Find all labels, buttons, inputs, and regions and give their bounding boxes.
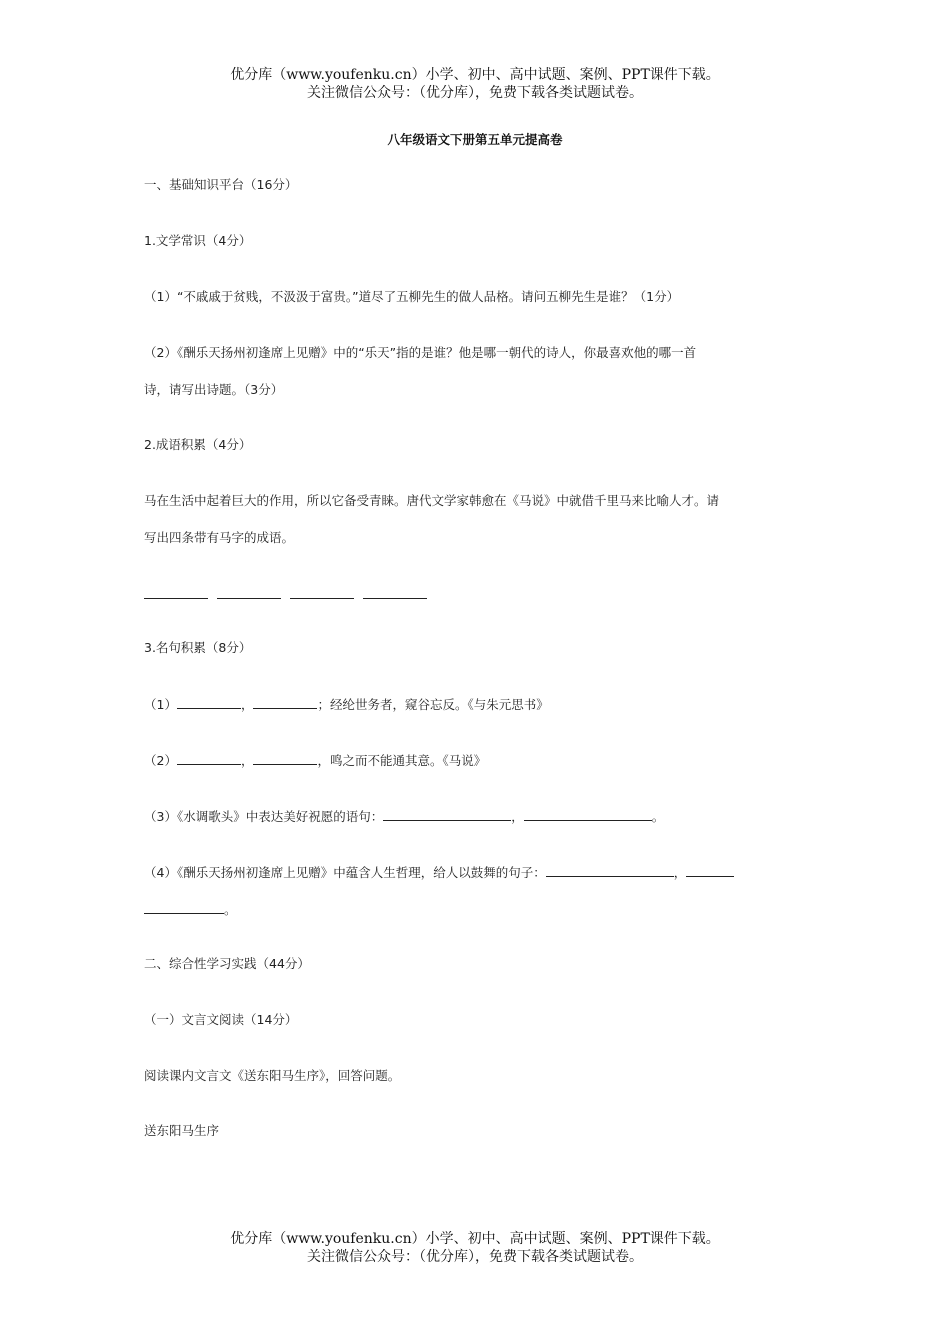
q3-1-separator: ， <box>240 697 254 712</box>
section-2-part-1-heading: （一）文言文阅读（14分） <box>144 1012 298 1027</box>
question-3-2 <box>144 750 486 769</box>
answer-blank[interactable] <box>217 584 281 599</box>
question-1-2-line-2: 诗，请写出诗题。（3分） <box>144 382 284 397</box>
section-2-heading: 二、综合性学习实践（44分） <box>144 956 310 971</box>
reading-instruction: 阅读课内文言文《送东阳马生序》，回答问题。 <box>144 1068 401 1083</box>
idiom-answer-blanks <box>144 584 436 602</box>
q3-2-suffix: ，鸣之而不能通其意。《马说》 <box>317 753 487 768</box>
footer-line-1: 优分库（www.youfenku.cn）小学、初中、高中试题、案例、PPT课件下载。 <box>230 1231 720 1247</box>
answer-blank[interactable] <box>290 584 354 599</box>
answer-blank[interactable] <box>144 899 224 914</box>
q3-4-prefix: （4）《酬乐天扬州初逢席上见赠》中蕴含人生哲理，给人以鼓舞的句子： <box>144 865 546 880</box>
q3-3-suffix: 。 <box>651 809 665 824</box>
q3-4-suffix: 。 <box>224 902 237 917</box>
question-2-text-line-1: 马在生活中起着巨大的作用，所以它备受青睐。唐代文学家韩愈在《马说》中就借千里马来比喻人才。请 <box>144 493 720 508</box>
q3-4-separator: ， <box>673 865 687 880</box>
page-footer <box>0 1230 950 1266</box>
question-3-4-continued <box>144 899 237 918</box>
q3-2-separator: ， <box>240 753 254 768</box>
q3-2-prefix: （2） <box>144 753 177 768</box>
passage-title: 送东阳马生序 <box>144 1123 220 1138</box>
q3-1-suffix: ；经纶世务者，窥谷忘反。《与朱元思书》 <box>317 697 549 712</box>
answer-blank[interactable] <box>546 862 674 877</box>
header-line-2: 关注微信公众号：（优分库），免费下载各类试题试卷。 <box>307 85 643 101</box>
question-1-1: （1）“不戚戚于贫贱，不汲汲于富贵。”道尽了五柳先生的做人品格。请问五柳先生是谁？（1分） <box>144 289 680 304</box>
document-title: 八年级语文下册第五单元提高卷 <box>387 132 563 147</box>
page-header <box>0 66 950 102</box>
q3-3-prefix: （3）《水调歌头》中表达美好祝愿的语句： <box>144 809 384 824</box>
q3-1-prefix: （1） <box>144 697 177 712</box>
answer-blank[interactable] <box>253 694 317 709</box>
answer-blank[interactable] <box>686 862 734 877</box>
section-1-heading: 一、基础知识平台（16分） <box>144 177 298 192</box>
answer-blank[interactable] <box>524 806 652 821</box>
answer-blank[interactable] <box>177 750 241 765</box>
footer-line-2: 关注微信公众号：（优分库），免费下载各类试题试卷。 <box>307 1249 643 1265</box>
answer-blank[interactable] <box>363 584 427 599</box>
question-3-heading: 3.名句积累（8分） <box>144 640 252 655</box>
question-1-2-line-1: （2）《酬乐天扬州初逢席上见赠》中的“乐天”指的是谁？他是哪一朝代的诗人，你最喜欢他的哪一首 <box>144 345 697 360</box>
question-2-text-line-2: 写出四条带有马字的成语。 <box>144 530 295 545</box>
answer-blank[interactable] <box>177 694 241 709</box>
question-2-heading: 2.成语积累（4分） <box>144 437 252 452</box>
question-3-1 <box>144 694 549 713</box>
answer-blank[interactable] <box>253 750 317 765</box>
question-3-4 <box>144 862 734 881</box>
question-3-3 <box>144 806 664 825</box>
answer-blank[interactable] <box>144 584 208 599</box>
question-1-heading: 1.文学常识（4分） <box>144 233 252 248</box>
answer-blank[interactable] <box>383 806 511 821</box>
header-line-1: 优分库（www.youfenku.cn）小学、初中、高中试题、案例、PPT课件下载。 <box>230 67 720 83</box>
q3-3-separator: ， <box>511 809 524 824</box>
